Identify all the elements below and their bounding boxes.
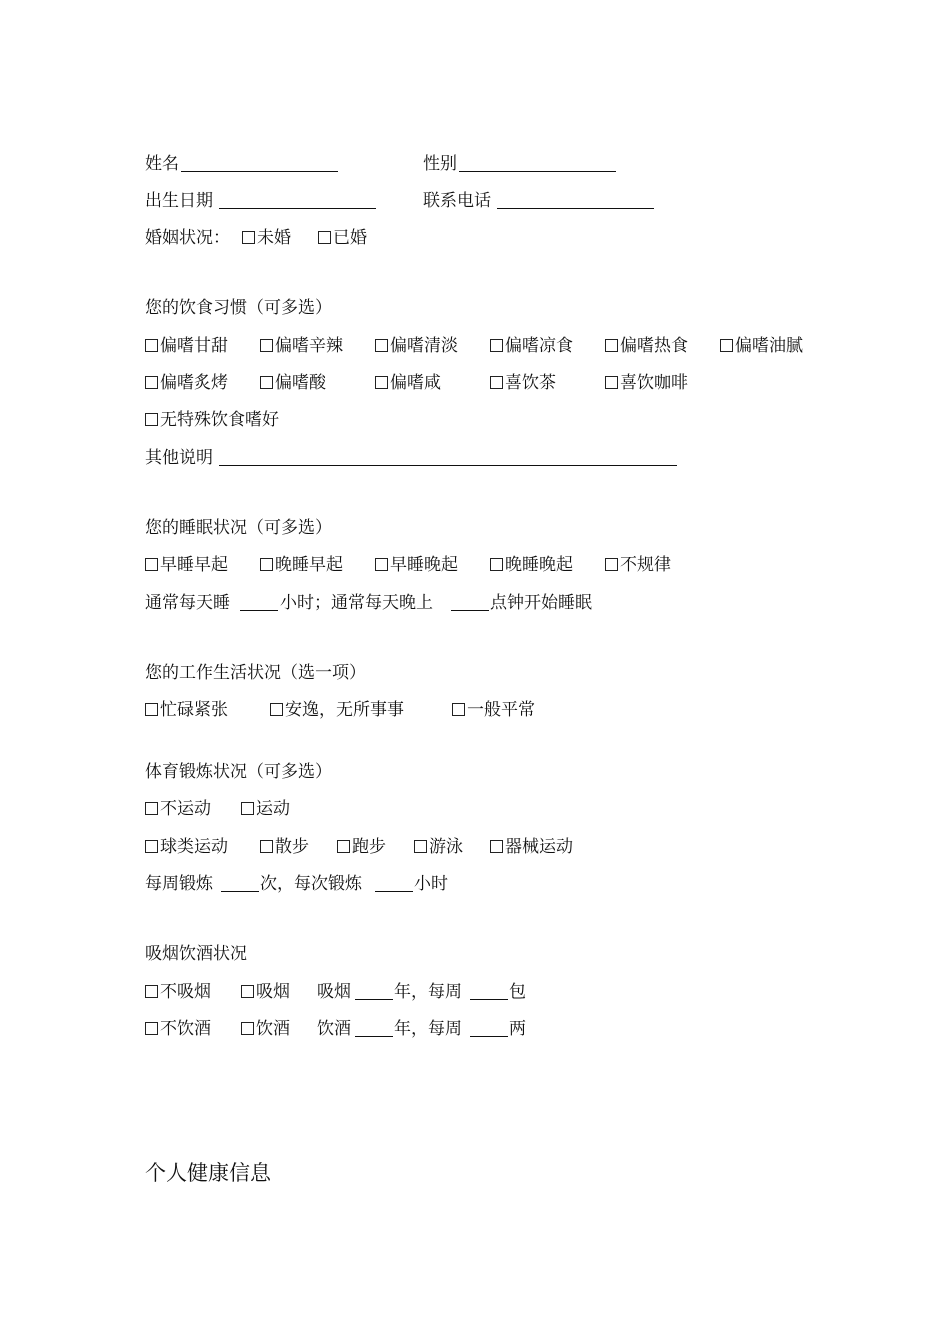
checkbox[interactable] bbox=[260, 376, 273, 389]
smoke-mid: 年，每周 bbox=[394, 982, 462, 1002]
drink-suffix: 两 bbox=[509, 1019, 526, 1039]
checkbox[interactable] bbox=[490, 339, 503, 352]
work-option[interactable]: 安逸，无所事事 bbox=[270, 698, 404, 722]
checkbox[interactable] bbox=[242, 231, 255, 244]
smoke-option[interactable]: 吸烟 bbox=[241, 980, 290, 1004]
gender-label: 性别 bbox=[423, 154, 457, 174]
diet-option[interactable]: 偏嗜辛辣 bbox=[260, 334, 343, 358]
drink-years-blank[interactable] bbox=[355, 1019, 393, 1037]
checkbox[interactable] bbox=[145, 1022, 158, 1035]
diet-option[interactable]: 喜饮咖啡 bbox=[605, 371, 688, 395]
phone-blank[interactable] bbox=[497, 191, 654, 209]
checkbox[interactable] bbox=[490, 840, 503, 853]
drink-years-prefix: 饮酒 bbox=[317, 1019, 351, 1039]
checkbox[interactable] bbox=[260, 339, 273, 352]
checkbox[interactable] bbox=[241, 1022, 254, 1035]
checkbox[interactable] bbox=[490, 558, 503, 571]
drink-mid: 年，每周 bbox=[394, 1019, 462, 1039]
diet-title: 您的饮食习惯（可多选） bbox=[145, 298, 332, 318]
marital-option-unmarried[interactable]: 未婚 bbox=[242, 226, 291, 250]
birth-label: 出生日期 bbox=[145, 191, 213, 211]
checkbox[interactable] bbox=[145, 840, 158, 853]
checkbox[interactable] bbox=[145, 802, 158, 815]
smoke-drink-title: 吸烟饮酒状况 bbox=[145, 944, 247, 964]
checkbox[interactable] bbox=[145, 558, 158, 571]
smoke-option[interactable]: 不吸烟 bbox=[145, 980, 211, 1004]
sleep-hours-mid: 小时；通常每天晚上 bbox=[280, 593, 433, 613]
work-option[interactable]: 忙碌紧张 bbox=[145, 698, 228, 722]
sleep-title: 您的睡眠状况（可多选） bbox=[145, 518, 332, 538]
diet-option[interactable]: 偏嗜清淡 bbox=[375, 334, 458, 358]
checkbox[interactable] bbox=[260, 840, 273, 853]
diet-option[interactable]: 偏嗜油腻 bbox=[720, 334, 803, 358]
work-option[interactable]: 一般平常 bbox=[452, 698, 535, 722]
checkbox[interactable] bbox=[145, 376, 158, 389]
checkbox[interactable] bbox=[337, 840, 350, 853]
diet-option[interactable]: 偏嗜甘甜 bbox=[145, 334, 228, 358]
exercise-hours-blank[interactable] bbox=[375, 874, 413, 892]
sleep-option[interactable]: 晚睡晚起 bbox=[490, 553, 573, 577]
checkbox[interactable] bbox=[145, 703, 158, 716]
checkbox[interactable] bbox=[414, 840, 427, 853]
exercise-times-blank[interactable] bbox=[221, 874, 259, 892]
name-blank[interactable] bbox=[181, 154, 338, 172]
gender-blank[interactable] bbox=[459, 154, 616, 172]
checkbox[interactable] bbox=[145, 985, 158, 998]
checkbox[interactable] bbox=[318, 231, 331, 244]
checkbox[interactable] bbox=[605, 558, 618, 571]
diet-option[interactable]: 偏嗜凉食 bbox=[490, 334, 573, 358]
checkbox[interactable] bbox=[452, 703, 465, 716]
exercise-option[interactable]: 运动 bbox=[241, 797, 290, 821]
checkbox[interactable] bbox=[145, 413, 158, 426]
checkbox[interactable] bbox=[241, 802, 254, 815]
drink-amount-blank[interactable] bbox=[470, 1019, 508, 1037]
checkbox[interactable] bbox=[375, 558, 388, 571]
sleep-option[interactable]: 不规律 bbox=[605, 553, 671, 577]
smoke-years-prefix: 吸烟 bbox=[317, 982, 351, 1002]
diet-option[interactable]: 偏嗜咸 bbox=[375, 371, 441, 395]
exercise-type-option[interactable]: 器械运动 bbox=[490, 835, 573, 859]
exercise-type-option[interactable]: 球类运动 bbox=[145, 835, 228, 859]
smoke-packs-blank[interactable] bbox=[470, 982, 508, 1000]
section-title: 个人健康信息 bbox=[145, 1161, 271, 1185]
checkbox[interactable] bbox=[375, 339, 388, 352]
diet-other-label: 其他说明 bbox=[145, 448, 213, 468]
checkbox[interactable] bbox=[720, 339, 733, 352]
checkbox[interactable] bbox=[490, 376, 503, 389]
drink-option[interactable]: 不饮酒 bbox=[145, 1017, 211, 1041]
diet-other-blank[interactable] bbox=[219, 448, 677, 466]
diet-option[interactable]: 偏嗜酸 bbox=[260, 371, 326, 395]
checkbox[interactable] bbox=[260, 558, 273, 571]
sleep-option[interactable]: 早睡早起 bbox=[145, 553, 228, 577]
name-label: 姓名 bbox=[145, 154, 179, 174]
exercise-title: 体育锻炼状况（可多选） bbox=[145, 762, 332, 782]
checkbox[interactable] bbox=[145, 339, 158, 352]
exercise-option[interactable]: 不运动 bbox=[145, 797, 211, 821]
smoke-suffix: 包 bbox=[509, 982, 526, 1002]
exercise-freq-suffix: 小时 bbox=[414, 874, 448, 894]
checkbox[interactable] bbox=[270, 703, 283, 716]
checkbox[interactable] bbox=[605, 376, 618, 389]
drink-option[interactable]: 饮酒 bbox=[241, 1017, 290, 1041]
sleep-time-blank[interactable] bbox=[451, 593, 489, 611]
sleep-hours-prefix: 通常每天睡 bbox=[145, 593, 230, 613]
diet-option[interactable]: 无特殊饮食嗜好 bbox=[145, 408, 279, 432]
work-title: 您的工作生活状况（选一项） bbox=[145, 663, 366, 683]
birth-blank[interactable] bbox=[219, 191, 376, 209]
exercise-type-option[interactable]: 散步 bbox=[260, 835, 309, 859]
exercise-type-option[interactable]: 游泳 bbox=[414, 835, 463, 859]
diet-option[interactable]: 偏嗜炙烤 bbox=[145, 371, 228, 395]
exercise-freq-mid: 次，每次锻炼 bbox=[260, 874, 362, 894]
exercise-freq-prefix: 每周锻炼 bbox=[145, 874, 213, 894]
checkbox[interactable] bbox=[605, 339, 618, 352]
diet-option[interactable]: 喜饮茶 bbox=[490, 371, 556, 395]
sleep-hours-blank[interactable] bbox=[240, 593, 278, 611]
checkbox[interactable] bbox=[375, 376, 388, 389]
sleep-option[interactable]: 晚睡早起 bbox=[260, 553, 343, 577]
smoke-years-blank[interactable] bbox=[355, 982, 393, 1000]
marital-option-married[interactable]: 已婚 bbox=[318, 226, 367, 250]
sleep-option[interactable]: 早睡晚起 bbox=[375, 553, 458, 577]
checkbox[interactable] bbox=[241, 985, 254, 998]
exercise-type-option[interactable]: 跑步 bbox=[337, 835, 386, 859]
phone-label: 联系电话 bbox=[423, 191, 491, 211]
marital-label: 婚姻状况： bbox=[145, 228, 230, 248]
sleep-hours-suffix: 点钟开始睡眠 bbox=[490, 593, 592, 613]
diet-option[interactable]: 偏嗜热食 bbox=[605, 334, 688, 358]
